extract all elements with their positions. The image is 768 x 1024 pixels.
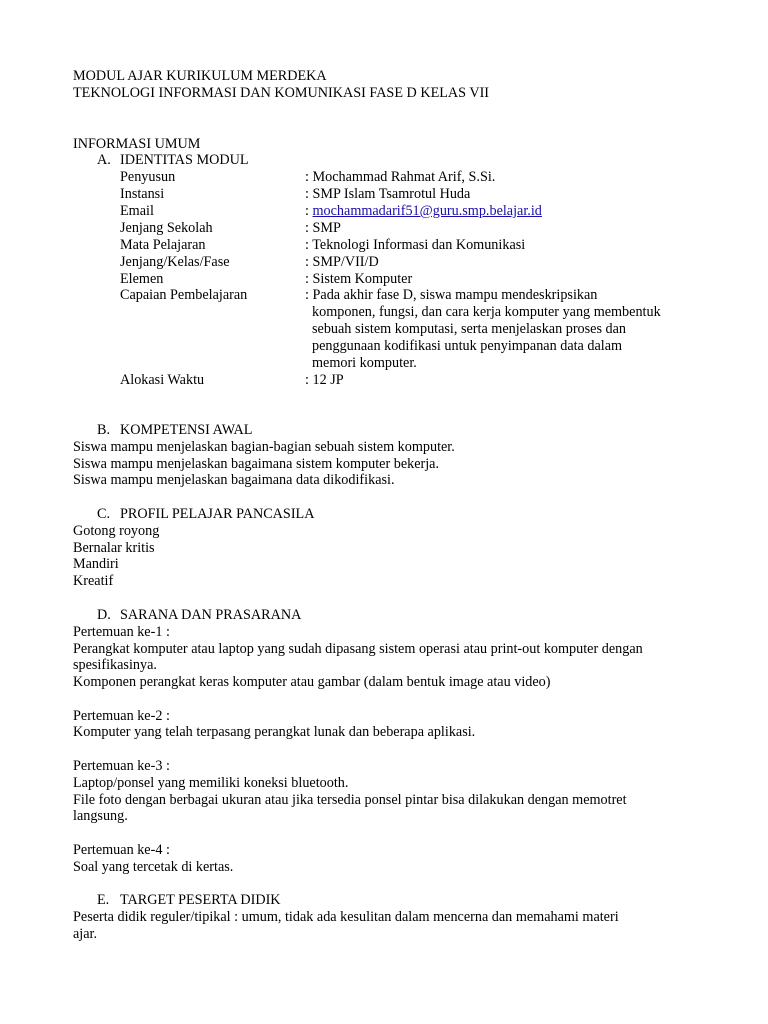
section-d-letter: D.	[97, 607, 111, 623]
document-title: MODUL AJAR KURIKULUM MERDEKA	[73, 68, 327, 84]
pertemuan-2-line: Komputer yang telah terpasang perangkat lunak dan beberapa aplikasi.	[73, 724, 476, 740]
pertemuan-2-title: Pertemuan ke-2 :	[73, 708, 170, 724]
label-mata-pelajaran: Mata Pelajaran	[120, 237, 206, 253]
pertemuan-1-title: Pertemuan ke-1 :	[73, 624, 170, 640]
section-a-letter: A.	[97, 152, 111, 168]
profil-item: Mandiri	[73, 556, 119, 572]
section-c-title: PROFIL PELAJAR PANCASILA	[120, 506, 315, 522]
section-d-title: SARANA DAN PRASARANA	[120, 607, 302, 623]
target-line: ajar.	[73, 926, 98, 942]
label-elemen: Elemen	[120, 271, 164, 287]
pertemuan-1-line: Komponen perangkat keras komputer atau gambar (dalam bentuk image atau video)	[73, 674, 551, 690]
label-alokasi-waktu: Alokasi Waktu	[120, 372, 205, 388]
document-subtitle: TEKNOLOGI INFORMASI DAN KOMUNIKASI FASE D KELAS VII	[73, 85, 490, 101]
label-instansi: Instansi	[120, 186, 165, 202]
value-elemen: : Sistem Komputer	[305, 271, 413, 287]
value-mata-pelajaran: : Teknologi Informasi dan Komunikasi	[305, 237, 526, 253]
target-line: Peserta didik reguler/tipikal : umum, tidak ada kesulitan dalam mencerna dan memahami materi	[73, 909, 619, 925]
section-informasi-umum: INFORMASI UMUM	[73, 136, 201, 152]
label-jenjang-sekolah: Jenjang Sekolah	[120, 220, 213, 236]
value-instansi: : SMP Islam Tsamrotul Huda	[305, 186, 471, 202]
capaian-continuation: komponen, fungsi, dan cara kerja komputer yang membentuk	[312, 304, 661, 320]
pertemuan-4-title: Pertemuan ke-4 :	[73, 842, 170, 858]
label-jenjang-kelas-fase: Jenjang/Kelas/Fase	[120, 254, 230, 270]
value-alokasi-waktu: : 12 JP	[305, 372, 344, 388]
value-jenjang-sekolah: : SMP	[305, 220, 341, 236]
value-jenjang-kelas-fase: : SMP/VII/D	[305, 254, 379, 270]
profil-item: Bernalar kritis	[73, 540, 155, 556]
kompetensi-item: Siswa mampu menjelaskan bagaimana data dikodifikasi.	[73, 472, 395, 488]
capaian-continuation: sebuah sistem komputasi, serta menjelaskan proses dan	[312, 321, 627, 337]
pertemuan-4-line: Soal yang tercetak di kertas.	[73, 859, 234, 875]
section-e-letter: E.	[97, 892, 110, 908]
pertemuan-3-title: Pertemuan ke-3 :	[73, 758, 170, 774]
pertemuan-1-line: spesifikasinya.	[73, 657, 157, 673]
label-capaian-pembelajaran: Capaian Pembelajaran	[120, 287, 248, 303]
capaian-continuation: memori komputer.	[312, 355, 417, 371]
pertemuan-3-line: File foto dengan berbagai ukuran atau jika tersedia ponsel pintar bisa dilakukan dengan memotret	[73, 792, 627, 808]
label-penyusun: Penyusun	[120, 169, 176, 185]
kompetensi-item: Siswa mampu menjelaskan bagian-bagian sebuah sistem komputer.	[73, 439, 455, 455]
section-a-title: IDENTITAS MODUL	[120, 152, 249, 168]
section-b-letter: B.	[97, 422, 111, 438]
profil-item: Gotong royong	[73, 523, 160, 539]
pertemuan-3-line: langsung.	[73, 808, 128, 824]
value-penyusun: : Mochammad Rahmat Arif, S.Si.	[305, 169, 496, 185]
value-capaian-pembelajaran: : Pada akhir fase D, siswa mampu mendeskripsikan	[305, 287, 598, 303]
profil-item: Kreatif	[73, 573, 114, 589]
section-e-title: TARGET PESERTA DIDIK	[120, 892, 281, 908]
value-email: : mochammadarif51@guru.smp.belajar.id	[305, 203, 542, 219]
email-link[interactable]: mochammadarif51@guru.smp.belajar.id	[312, 203, 542, 219]
capaian-continuation: penggunaan kodifikasi untuk penyimpanan data dalam	[312, 338, 623, 354]
pertemuan-1-line: Perangkat komputer atau laptop yang sudah dipasang sistem operasi atau print-out komputer dengan	[73, 641, 643, 657]
label-email: Email	[120, 203, 154, 219]
kompetensi-item: Siswa mampu menjelaskan bagaimana sistem komputer bekerja.	[73, 456, 440, 472]
pertemuan-3-line: Laptop/ponsel yang memiliki koneksi bluetooth.	[73, 775, 349, 791]
section-b-title: KOMPETENSI AWAL	[120, 422, 253, 438]
section-c-letter: C.	[97, 506, 111, 522]
